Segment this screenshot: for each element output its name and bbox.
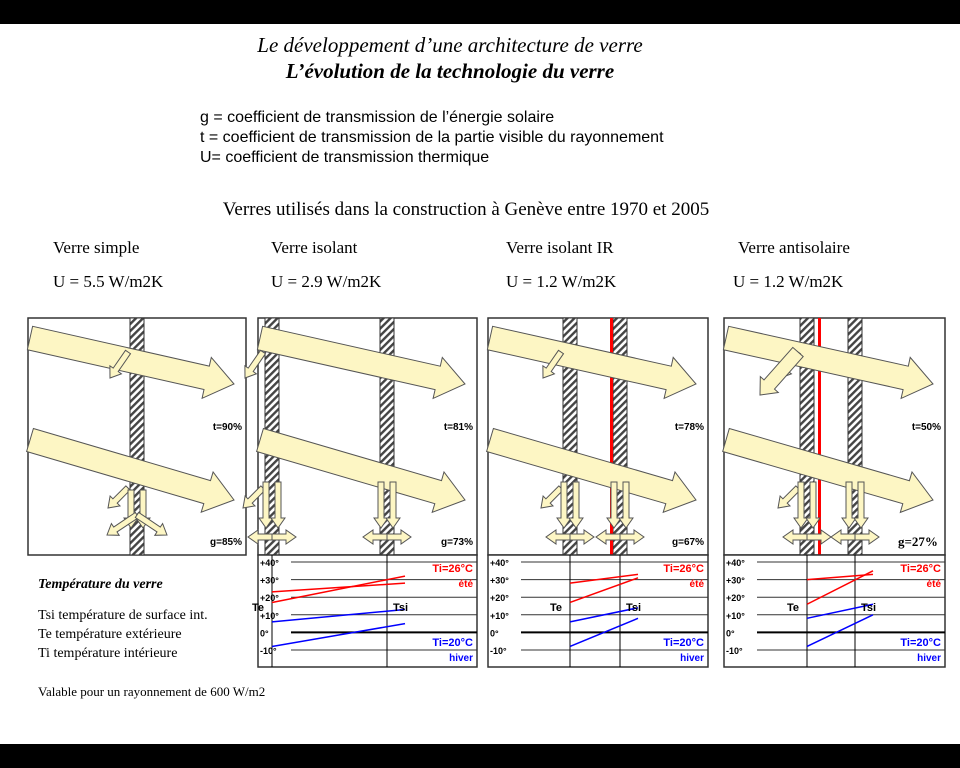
temp-tick-label: +30° [726,575,745,586]
t-value-label: t=78% [674,422,704,433]
t-value-label: t=50% [911,422,941,433]
legend-item-te: Te température extérieure [38,627,182,642]
glazing-panel-2 [243,318,477,667]
summer-ti-label: Ti=26°C [900,563,941,575]
temp-tick-label: +40° [260,558,279,568]
te-label: Te [787,602,800,614]
definition-u: U= coefficient de transmission thermique [200,149,490,166]
temp-tick-label: 0° [490,628,499,639]
definition-g: g = coefficient de transmission de l’énergie solaire [200,109,555,126]
temp-tick-label: -10° [490,646,507,656]
t-value-label: t=90% [212,422,242,433]
summer-label: été [926,579,941,590]
winter-label: hiver [680,653,704,664]
temp-tick-label: 0° [726,628,735,639]
temp-tick-label: +20° [726,593,745,604]
temp-tick-label: +40° [490,558,509,568]
summer-ti-label: Ti=26°C [663,563,704,575]
temp-tick-label: +10° [726,610,745,621]
tsi-label: Tsi [861,602,877,614]
te-label: Te [252,602,265,614]
summer-label: été [458,579,473,590]
u-value-4: U = 1.2 W/m2K [733,272,844,291]
temp-tick-label: 0° [260,628,269,639]
summer-ti-label: Ti=26°C [432,563,473,575]
winter-label: hiver [917,653,941,664]
temp-tick-label: +20° [260,593,279,604]
temp-tick-label: +30° [260,575,279,586]
temp-tick-label: +20° [490,593,509,604]
u-value-1: U = 5.5 W/m2K [53,272,164,291]
legend-heading: Température du verre [38,577,163,592]
definition-t: t = coefficient de transmission de la partie visible du rayonnement [200,129,664,146]
glazing-panel-3 [487,318,708,667]
temp-tick-label: +30° [490,575,509,586]
winter-ti-label: Ti=20°C [432,637,473,649]
tsi-label: Tsi [393,602,409,614]
temp-tick-label: +10° [260,610,279,621]
radiation-note: Valable pour un rayonnement de 600 W/m2 [38,684,266,699]
u-value-2: U = 2.9 W/m2K [271,272,382,291]
page-title: Le développement d’une architecture de verre [257,33,643,57]
glazing-panel-1 [27,318,246,555]
glazing-name-4: Verre antisolaire [738,238,850,257]
g-value-label: g=85% [210,537,242,548]
page-subtitle: L’évolution de la technologie du verre [285,59,615,83]
winter-label: hiver [449,653,473,664]
temp-tick-label: +10° [490,610,509,621]
tsi-label: Tsi [626,602,642,614]
glazing-name-2: Verre isolant [271,238,358,257]
u-value-3: U = 1.2 W/m2K [506,272,617,291]
section-title: Verres utilisés dans la construction à Genève entre 1970 et 2005 [222,199,710,220]
legend-item-tsi: Tsi température de surface int. [38,608,208,623]
winter-ti-label: Ti=20°C [900,637,941,649]
temp-tick-label: -10° [726,646,743,656]
temp-tick-label: +40° [726,558,745,568]
glazing-panel-4 [723,318,945,667]
g-value-label: g=73% [441,537,473,548]
te-label: Te [550,602,563,614]
glazing-name-3: Verre isolant IR [506,238,614,257]
winter-ti-label: Ti=20°C [663,637,704,649]
g-value-4-label: g=27% [898,534,938,549]
temp-tick-label: -10° [260,646,277,656]
summer-label: été [689,579,704,590]
t-value-label: t=81% [443,422,473,433]
legend-item-ti: Ti température intérieure [38,646,178,661]
glazing-name-1: Verre simple [53,238,140,257]
g-value-label: g=67% [672,537,704,548]
